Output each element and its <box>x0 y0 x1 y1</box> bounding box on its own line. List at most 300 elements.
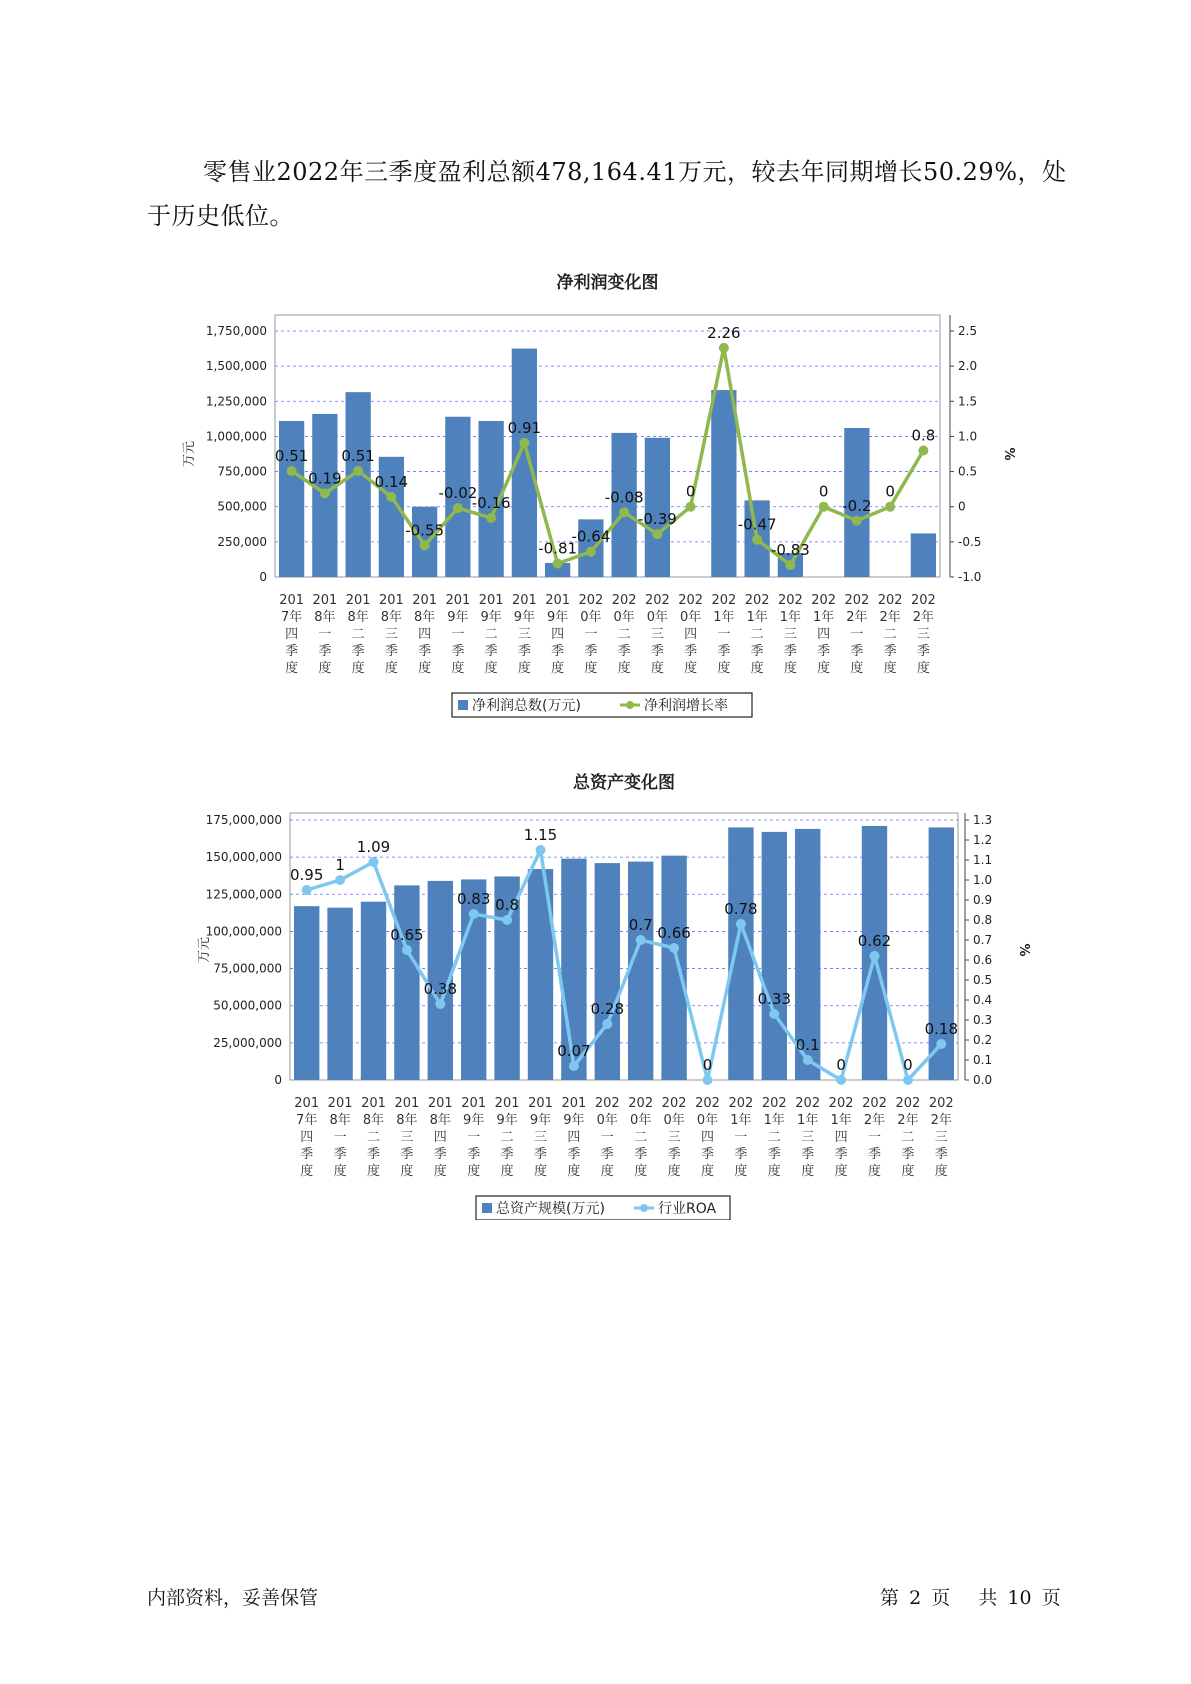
data-label: 0.8 <box>495 896 520 914</box>
x-tick-label: 度 <box>867 1164 882 1179</box>
y-tick-left: 750,000 <box>217 464 267 479</box>
x-tick-label: 202 <box>844 593 870 608</box>
x-tick-label: 度 <box>883 661 897 676</box>
data-label: 0.51 <box>274 446 309 465</box>
x-tick-label: 季 <box>384 644 398 659</box>
x-tick-label: 季 <box>634 1147 648 1162</box>
y-tick-left: 1,250,000 <box>205 394 267 409</box>
data-label: -0.08 <box>604 488 644 507</box>
x-tick-label: 季 <box>567 1147 581 1162</box>
data-label: 0 <box>885 482 895 501</box>
x-tick-label: 2年 <box>930 1113 952 1128</box>
y-tick-right: -0.5 <box>958 534 982 549</box>
x-tick-label: 度 <box>366 1164 381 1179</box>
x-tick-label: 三 <box>934 1130 948 1145</box>
x-tick-label: 一 <box>850 627 864 642</box>
data-label: 0 <box>836 1056 846 1074</box>
x-tick-label: 201 <box>528 1096 553 1111</box>
data-label: 0.19 <box>308 469 342 488</box>
x-tick-label: 度 <box>467 1164 481 1179</box>
x-tick-label: 四 <box>433 1130 447 1145</box>
x-tick-label: 度 <box>484 661 498 676</box>
y-tick-right: 0.5 <box>973 973 993 987</box>
x-tick-label: 9年 <box>529 1113 552 1128</box>
x-tick-label: 三 <box>400 1130 414 1145</box>
x-tick-label: 度 <box>351 661 365 676</box>
data-label: 2.26 <box>707 323 741 342</box>
x-tick-label: 度 <box>783 661 797 676</box>
x-tick-label: 1年 <box>797 1113 819 1128</box>
x-tick-label: 四 <box>418 627 432 642</box>
x-tick-label: 季 <box>867 1147 882 1162</box>
x-tick-label: 8年 <box>362 1113 385 1128</box>
line-point <box>569 1061 579 1071</box>
x-tick-label: 202 <box>628 1096 654 1111</box>
data-label: -0.39 <box>637 510 677 529</box>
x-tick-label: 202 <box>862 1096 887 1111</box>
x-tick-label: 季 <box>883 644 897 659</box>
x-tick-label: 8年 <box>396 1113 418 1128</box>
x-tick-label: 三 <box>667 1130 681 1145</box>
x-tick-label: 季 <box>817 644 831 659</box>
y-tick-right: 0.2 <box>973 1033 993 1047</box>
page-num: 2 <box>909 1587 922 1609</box>
x-tick-label: 三 <box>783 627 797 642</box>
x-tick-label: 201 <box>427 1096 453 1111</box>
y-tick-right: 0.4 <box>973 993 993 1007</box>
x-tick-label: 季 <box>351 644 365 659</box>
y-axis-label-right: % <box>1001 447 1016 461</box>
data-label: 0 <box>702 1056 713 1074</box>
x-tick-label: 201 <box>279 593 305 608</box>
data-label: 0.38 <box>423 980 458 998</box>
x-tick-label: 季 <box>533 1147 548 1162</box>
x-tick-label: 季 <box>617 644 631 659</box>
x-tick-label: 202 <box>811 593 837 608</box>
line-point <box>302 885 312 895</box>
x-tick-label: 三 <box>650 627 664 642</box>
x-tick-label: 201 <box>545 593 571 608</box>
x-tick-label: 四 <box>700 1130 715 1145</box>
x-tick-label: 季 <box>734 1147 748 1162</box>
x-tick-label: 一 <box>734 1130 748 1145</box>
x-tick-label: 四 <box>300 1130 314 1145</box>
x-tick-label: 0年 <box>580 610 602 625</box>
x-tick-label: 季 <box>285 644 299 659</box>
x-tick-label: 四 <box>817 627 831 642</box>
x-tick-label: 度 <box>700 1164 715 1179</box>
x-tick-label: 季 <box>318 644 332 659</box>
x-tick-label: 季 <box>600 1147 614 1162</box>
data-label: 1.15 <box>523 826 558 844</box>
data-label: 0 <box>903 1056 913 1074</box>
y-tick-left: 1,500,000 <box>205 359 267 374</box>
x-tick-label: 9年 <box>463 1113 485 1128</box>
x-tick-label: 四 <box>567 1130 581 1145</box>
data-label: 0.14 <box>374 472 409 491</box>
x-tick-label: 季 <box>584 644 598 659</box>
data-label: -0.83 <box>770 541 810 560</box>
x-tick-label: 202 <box>928 1096 954 1111</box>
data-label: 0.95 <box>289 866 324 884</box>
x-tick-label: 8年 <box>429 1113 451 1128</box>
legend-line-label: 净利润增长率 <box>644 698 728 714</box>
x-tick-label: 季 <box>433 1147 447 1162</box>
x-tick-label: 三 <box>801 1130 815 1145</box>
x-tick-label: 201 <box>327 1096 353 1111</box>
line-point <box>703 1075 713 1085</box>
data-label: -0.2 <box>842 496 872 515</box>
x-tick-label: 0年 <box>663 1113 685 1128</box>
bar <box>762 832 787 1080</box>
x-tick-label: 202 <box>828 1096 854 1111</box>
data-label: -0.64 <box>571 527 611 546</box>
x-tick-label: 度 <box>916 661 930 676</box>
line-point <box>769 1009 779 1019</box>
y-tick-right: 0.9 <box>973 893 993 907</box>
data-label: -0.55 <box>405 521 445 540</box>
chart-title: 净利润变化图 <box>556 273 659 293</box>
x-tick-label: 一 <box>867 1130 882 1145</box>
x-tick-label: 9年 <box>563 1113 585 1128</box>
x-tick-label: 季 <box>418 644 432 659</box>
x-tick-label: 度 <box>934 1164 948 1179</box>
y-tick-left: 1,000,000 <box>205 429 267 444</box>
x-tick-label: 201 <box>378 593 404 608</box>
x-tick-label: 一 <box>717 627 731 642</box>
line-point <box>435 999 445 1009</box>
x-tick-label: 202 <box>728 1096 754 1111</box>
x-tick-label: 季 <box>684 644 698 659</box>
x-tick-label: 202 <box>777 593 803 608</box>
data-label: 0.62 <box>857 932 892 950</box>
x-tick-label: 1年 <box>763 1113 785 1128</box>
x-tick-label: 季 <box>400 1147 414 1162</box>
data-label: 0.66 <box>657 924 691 942</box>
data-label: 0.78 <box>724 900 758 918</box>
data-label: 0.18 <box>924 1020 959 1038</box>
x-tick-label: 201 <box>394 1096 420 1111</box>
x-tick-label: 201 <box>494 1096 520 1111</box>
x-tick-label: 202 <box>644 593 670 608</box>
x-tick-label: 202 <box>695 1096 720 1111</box>
x-tick-label: 三 <box>384 627 398 642</box>
x-tick-label: 201 <box>412 593 438 608</box>
x-tick-label: 202 <box>895 1096 921 1111</box>
x-tick-label: 度 <box>684 661 698 676</box>
y-tick-right: 0.1 <box>973 1053 993 1067</box>
x-tick-label: 度 <box>667 1164 681 1179</box>
x-tick-label: 季 <box>500 1147 514 1162</box>
x-tick-label: 三 <box>517 627 531 642</box>
x-tick-label: 202 <box>877 593 903 608</box>
bar <box>661 856 686 1080</box>
data-label: 0.33 <box>757 990 792 1008</box>
x-tick-label: 8年 <box>314 610 336 625</box>
line-point <box>870 951 880 961</box>
x-tick-label: 度 <box>801 1164 815 1179</box>
x-tick-label: 202 <box>795 1096 821 1111</box>
y-tick-right: 1.2 <box>973 833 993 847</box>
x-tick-label: 度 <box>318 661 332 676</box>
y-tick-right: 0.0 <box>973 1073 993 1087</box>
x-tick-label: 季 <box>750 644 764 659</box>
y-tick-left: 175,000,000 <box>205 813 282 827</box>
x-tick-label: 2年 <box>897 1113 919 1128</box>
x-tick-label: 1年 <box>730 1113 752 1128</box>
x-tick-label: 度 <box>384 661 398 676</box>
bar <box>728 827 753 1080</box>
x-tick-label: 201 <box>361 1096 386 1111</box>
x-tick-label: 2年 <box>879 610 901 625</box>
x-tick-label: 二 <box>366 1130 381 1145</box>
legend-bar-label: 净利润总数(万元) <box>472 698 581 714</box>
y-tick-right: 1.1 <box>973 853 993 867</box>
x-tick-label: 202 <box>661 1096 687 1111</box>
y-tick-right: 0.5 <box>958 464 978 479</box>
legend-bar-swatch <box>482 1203 492 1213</box>
x-tick-label: 四 <box>285 627 299 642</box>
x-tick-label: 1年 <box>812 610 835 625</box>
x-tick-label: 202 <box>578 593 604 608</box>
x-tick-label: 一 <box>333 1130 347 1145</box>
x-tick-label: 2年 <box>846 610 868 625</box>
data-label: 0.91 <box>507 418 542 437</box>
x-tick-label: 202 <box>711 593 737 608</box>
line-point <box>936 1039 946 1049</box>
x-tick-label: 201 <box>461 1096 487 1111</box>
line-point <box>502 915 512 925</box>
x-tick-label: 201 <box>445 593 471 608</box>
y-tick-left: 0 <box>259 570 267 584</box>
summary-paragraph: 零售业2022年三季度盈利总额478,164.41万元，较去年同期增长50.29%，处于历史低位。 <box>147 158 1067 230</box>
x-tick-label: 2年 <box>912 610 935 625</box>
x-tick-label: 季 <box>934 1147 948 1162</box>
x-tick-label: 季 <box>801 1147 815 1162</box>
x-tick-label: 1年 <box>713 610 735 625</box>
x-tick-label: 1年 <box>830 1113 852 1128</box>
y-axis-label-right: % <box>1016 943 1031 957</box>
y-tick-left: 50,000,000 <box>213 998 282 1013</box>
line-point <box>736 919 746 929</box>
x-tick-label: 度 <box>567 1164 581 1179</box>
bar <box>628 862 653 1080</box>
x-tick-label: 201 <box>345 593 371 608</box>
x-tick-label: 季 <box>551 644 565 659</box>
x-tick-label: 三 <box>916 627 930 642</box>
x-tick-label: 度 <box>901 1164 915 1179</box>
chart-title: 总资产变化图 <box>573 773 675 793</box>
line-point <box>469 909 479 919</box>
x-tick-label: 201 <box>478 593 504 608</box>
x-tick-label: 二 <box>351 627 365 642</box>
data-label: 0.7 <box>628 916 653 934</box>
x-tick-label: 9年 <box>496 1113 518 1128</box>
y-tick-left: 100,000,000 <box>205 924 282 939</box>
data-label: 0.51 <box>341 446 375 465</box>
x-tick-label: 二 <box>750 627 764 642</box>
x-tick-label: 度 <box>767 1164 781 1179</box>
x-tick-label: 度 <box>634 1164 648 1179</box>
y-axis-label-left: 万元 <box>182 440 197 468</box>
x-tick-label: 季 <box>700 1147 715 1162</box>
x-tick-label: 度 <box>500 1164 514 1179</box>
x-tick-label: 一 <box>451 627 465 642</box>
y-tick-right: 0.3 <box>973 1013 993 1027</box>
x-tick-label: 度 <box>584 661 598 676</box>
x-tick-label: 0年 <box>696 1113 719 1128</box>
x-tick-label: 0年 <box>596 1113 618 1128</box>
x-tick-label: 二 <box>883 627 897 642</box>
x-tick-label: 季 <box>517 644 531 659</box>
x-tick-label: 季 <box>901 1147 915 1162</box>
x-tick-label: 二 <box>617 627 631 642</box>
data-label: 0.83 <box>456 890 491 908</box>
data-label: 0 <box>685 482 696 501</box>
x-tick-label: 度 <box>834 1164 848 1179</box>
x-tick-label: 二 <box>634 1130 648 1145</box>
bar <box>394 885 419 1080</box>
data-label: -0.47 <box>737 515 777 534</box>
x-tick-label: 度 <box>300 1164 314 1179</box>
x-tick-label: 一 <box>318 627 332 642</box>
x-tick-label: 度 <box>600 1164 614 1179</box>
line-point <box>636 935 646 945</box>
total-prefix: 共 <box>978 1587 998 1609</box>
x-tick-label: 季 <box>300 1147 314 1162</box>
x-tick-label: 季 <box>333 1147 347 1162</box>
x-tick-label: 9年 <box>447 610 469 625</box>
data-label: -0.02 <box>438 484 478 503</box>
x-tick-label: 一 <box>467 1130 481 1145</box>
y-tick-right: 1.0 <box>958 429 978 444</box>
x-tick-label: 度 <box>433 1164 447 1179</box>
data-label: 1.09 <box>356 838 391 856</box>
x-tick-label: 2年 <box>863 1113 886 1128</box>
y-tick-left: 75,000,000 <box>213 961 282 976</box>
bar <box>294 906 319 1080</box>
x-tick-label: 季 <box>650 644 664 659</box>
y-tick-left: 1,750,000 <box>205 324 267 338</box>
y-tick-right: 0 <box>958 499 966 514</box>
x-tick-label: 202 <box>594 1096 620 1111</box>
x-tick-label: 季 <box>366 1147 381 1162</box>
x-tick-label: 8年 <box>380 610 403 625</box>
line-point <box>836 1075 846 1085</box>
y-tick-left: 125,000,000 <box>205 887 282 902</box>
x-tick-label: 度 <box>517 661 531 676</box>
x-tick-label: 二 <box>767 1130 781 1145</box>
x-tick-label: 度 <box>451 661 465 676</box>
y-tick-left: 25,000,000 <box>213 1035 282 1050</box>
line-point <box>369 857 379 867</box>
line-point <box>803 1055 813 1065</box>
x-tick-label: 度 <box>285 661 299 676</box>
y-tick-left: 250,000 <box>217 534 267 549</box>
x-tick-label: 202 <box>678 593 704 608</box>
bar <box>327 908 352 1080</box>
y-tick-right: 0.7 <box>973 933 993 947</box>
x-tick-label: 9年 <box>513 610 536 625</box>
y-tick-right: 1.0 <box>973 873 993 887</box>
x-tick-label: 度 <box>650 661 664 676</box>
x-tick-label: 三 <box>533 1130 548 1145</box>
x-tick-label: 8年 <box>413 610 436 625</box>
x-tick-label: 度 <box>850 661 864 676</box>
x-tick-label: 202 <box>910 593 936 608</box>
x-tick-label: 四 <box>684 627 698 642</box>
y-axis-label-left: 万元 <box>197 936 212 964</box>
x-tick-label: 度 <box>333 1164 347 1179</box>
data-label: 0.65 <box>390 926 424 944</box>
x-tick-label: 季 <box>916 644 930 659</box>
x-tick-label: 1年 <box>779 610 802 625</box>
y-tick-left: 0 <box>274 1073 282 1087</box>
x-tick-label: 0年 <box>646 610 669 625</box>
data-label: 0 <box>818 482 829 501</box>
y-tick-right: -1.0 <box>958 570 982 584</box>
x-tick-label: 季 <box>783 644 797 659</box>
y-tick-right: 1.5 <box>958 394 978 409</box>
y-tick-right: 0.8 <box>973 913 993 927</box>
legend-line-label: 行业ROA <box>658 1201 717 1217</box>
y-tick-right: 2.5 <box>958 324 978 338</box>
x-tick-label: 度 <box>734 1164 748 1179</box>
data-label: 1 <box>335 856 345 874</box>
y-tick-left: 150,000,000 <box>205 850 282 865</box>
x-tick-label: 季 <box>484 644 498 659</box>
data-label: 0.1 <box>795 1036 820 1054</box>
x-tick-label: 201 <box>294 1096 320 1111</box>
x-tick-label: 1年 <box>746 610 768 625</box>
x-tick-label: 一 <box>600 1130 614 1145</box>
x-tick-label: 季 <box>667 1147 681 1162</box>
x-tick-label: 度 <box>551 661 565 676</box>
x-tick-label: 季 <box>451 644 465 659</box>
y-tick-right: 1.3 <box>973 813 993 827</box>
x-tick-label: 201 <box>561 1096 587 1111</box>
line-point <box>602 1019 612 1029</box>
x-tick-label: 202 <box>611 593 637 608</box>
x-tick-label: 度 <box>617 661 631 676</box>
line-point <box>402 945 412 955</box>
line-point <box>335 875 345 885</box>
x-tick-label: 季 <box>717 644 731 659</box>
legend-bar-label: 总资产规模(万元) <box>496 1201 605 1217</box>
x-tick-label: 9年 <box>546 610 569 625</box>
x-tick-label: 7年 <box>280 610 303 625</box>
data-label: 0.8 <box>911 426 936 445</box>
x-tick-label: 二 <box>901 1130 915 1145</box>
y-tick-right: 2.0 <box>958 359 978 374</box>
x-tick-label: 7年 <box>296 1113 318 1128</box>
page-unit: 页 <box>931 1587 951 1609</box>
bar <box>595 863 620 1080</box>
page-prefix: 第 <box>880 1587 900 1609</box>
data-label: 0.07 <box>557 1042 591 1060</box>
page-number <box>880 1583 1065 1610</box>
data-label: 0.28 <box>590 1000 625 1018</box>
x-tick-label: 0年 <box>613 610 635 625</box>
total-unit: 页 <box>1041 1587 1061 1609</box>
legend-line-marker <box>640 1204 648 1212</box>
line-point <box>536 845 546 855</box>
x-tick-label: 9年 <box>480 610 502 625</box>
x-tick-label: 度 <box>400 1164 414 1179</box>
x-tick-label: 201 <box>312 593 338 608</box>
total-num: 10 <box>1007 1587 1032 1609</box>
x-tick-label: 四 <box>551 627 565 642</box>
